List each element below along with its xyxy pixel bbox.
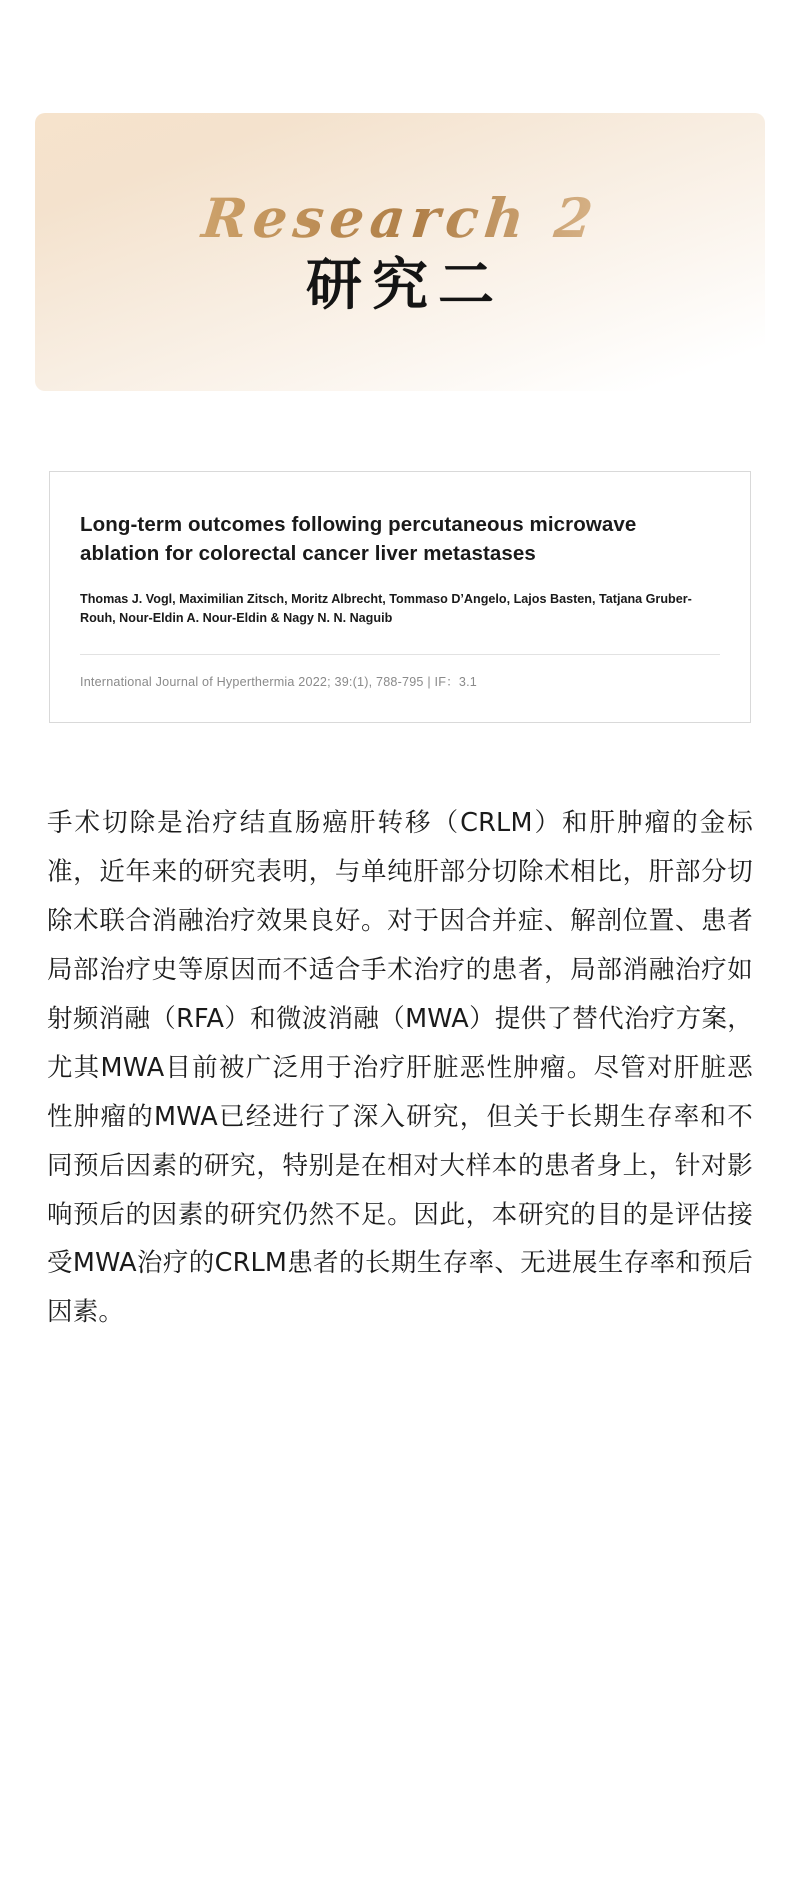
article-title: Long-term outcomes following percutaneous microwave ablation for colorectal cancer liver metastases	[80, 513, 637, 566]
hero-banner-content	[35, 186, 765, 318]
article-authors: Thomas J. Vogl, Maximilian Zitsch, Moritz Albrecht, Tommaso D’Angelo, Lajos Basten, Tatjana Gruber-Rouh, Nour-Eldin A. Nour-Eldin & Nagy N. N. Naguib	[80, 592, 692, 626]
hero-banner	[35, 113, 765, 391]
hero-chinese-title: 研究二	[306, 252, 504, 318]
hero-script-title: Research 2	[35, 191, 765, 251]
card-divider	[80, 654, 720, 655]
citation-card	[49, 471, 751, 723]
article-journal-meta: International Journal of Hyperthermia 2022; 39:(1), 788-795 | IF：3.1	[80, 675, 477, 689]
body-paragraph: 手术切除是治疗结直肠癌肝转移（CRLM）和肝肿瘤的金标准，近年来的研究表明，与单纯肝部分切除术相比，肝部分切除术联合消融治疗效果良好。对于因合并症、解剖位置、患者局部治疗史等原因而不适合手术治疗的患者，局部消融治疗如射频消融（RFA）和微波消融（MWA）提供了替代治疗方案，尤其MWA目前被广泛用于治疗肝脏恶性肿瘤。尽管对肝脏恶性肿瘤的MWA已经进行了深入研究，但关于长期生存率和不同预后因素的研究，特别是在相对大样本的患者身上，针对影响预后的因素的研究仍然不足。因此，本研究的目的是评估接受MWA治疗的CRLM患者的长期生存率、无进展生存率和预后因素。	[47, 807, 753, 1328]
